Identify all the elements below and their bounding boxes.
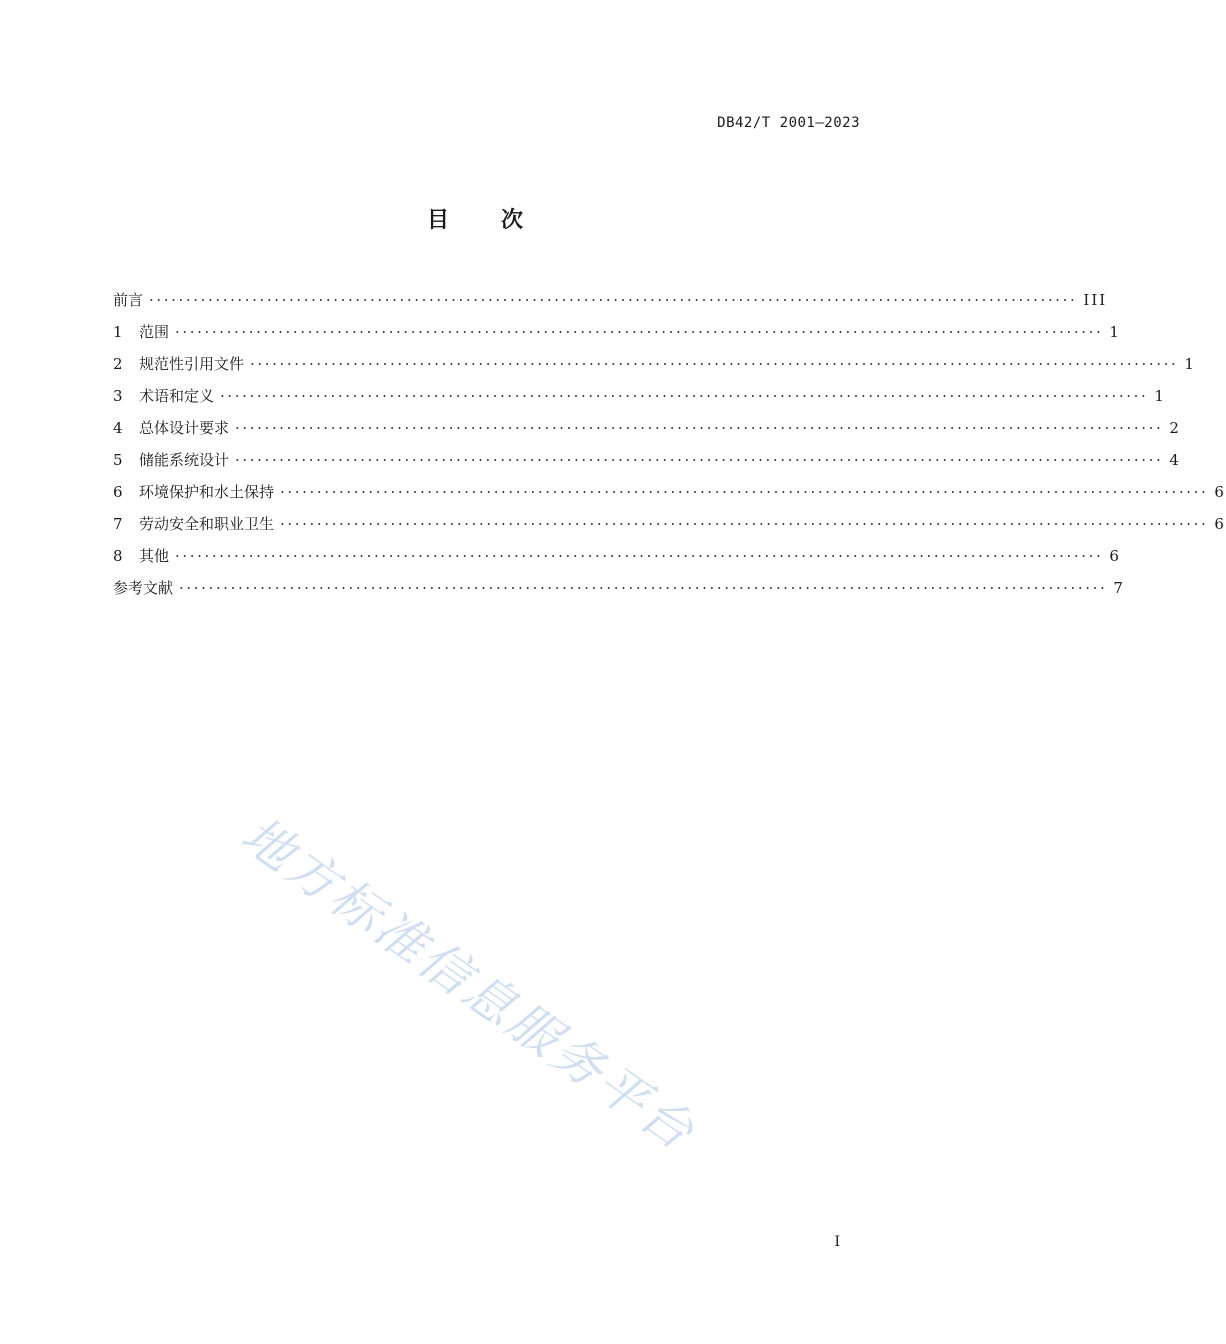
document-code: DB42/T 2001—2023: [717, 115, 860, 131]
toc-item-label: 范围: [139, 323, 170, 341]
toc-item-label: 参考文献: [113, 579, 174, 597]
toc-item-normative-references[interactable]: [113, 348, 1196, 380]
toc-item-label: 前言: [113, 291, 144, 309]
toc-item-page: 6: [1109, 547, 1121, 565]
toc-leader-dots: ······························································································································: [220, 387, 1149, 405]
toc-item-number: 8: [113, 547, 123, 565]
toc-item-number: 7: [113, 515, 123, 533]
toc-item-label: 术语和定义: [139, 387, 215, 405]
toc-item-environment-protection[interactable]: [113, 476, 1226, 508]
toc-item-general-design[interactable]: [113, 412, 1181, 444]
toc-leader-dots: ······························································································································: [149, 291, 1078, 309]
toc-leader-dots: ······························································································································: [235, 419, 1164, 437]
toc-item-page: III: [1083, 291, 1108, 309]
toc-item-page: 2: [1169, 419, 1181, 437]
toc-title-char-1: 目: [426, 208, 449, 233]
toc-item-number: 1: [113, 323, 123, 341]
toc-leader-dots: ······························································································································: [280, 483, 1209, 501]
toc-item-page: 4: [1169, 451, 1181, 469]
toc-item-page: 1: [1184, 355, 1196, 373]
toc-item-terms-definitions[interactable]: [113, 380, 1166, 412]
toc-item-foreword[interactable]: [113, 284, 1108, 316]
toc-leader-dots: ······························································································································: [235, 451, 1164, 469]
toc-item-labor-safety[interactable]: [113, 508, 1226, 540]
toc-item-label: 环境保护和水土保持: [139, 483, 275, 501]
toc-leader-dots: ······························································································································: [175, 323, 1104, 341]
toc-title-char-2: 次: [501, 208, 524, 233]
toc-leader-dots: ······························································································································: [175, 547, 1104, 565]
toc-item-label: 其他: [139, 547, 170, 565]
toc-item-number: 6: [113, 483, 123, 501]
table-of-contents: [113, 284, 1226, 604]
toc-item-label: 储能系统设计: [139, 451, 230, 469]
toc-item-number: 5: [113, 451, 123, 469]
toc-leader-dots: ······························································································································: [179, 579, 1108, 597]
toc-item-other[interactable]: [113, 540, 1121, 572]
toc-item-label: 劳动安全和职业卫生: [139, 515, 275, 533]
watermark: 地方标准信息服务平台: [231, 805, 707, 1163]
toc-item-label: 规范性引用文件: [139, 355, 245, 373]
toc-item-scope[interactable]: [113, 316, 1121, 348]
toc-leader-dots: ······························································································································: [280, 515, 1209, 533]
toc-item-page: 6: [1214, 515, 1226, 533]
page-number: I: [834, 1234, 840, 1250]
toc-leader-dots: ······························································································································: [250, 355, 1179, 373]
toc-item-page: 7: [1113, 579, 1125, 597]
toc-item-number: 2: [113, 355, 123, 373]
toc-item-number: 4: [113, 419, 123, 437]
toc-title: [0, 203, 950, 234]
toc-item-page: 1: [1154, 387, 1166, 405]
toc-item-bibliography[interactable]: [113, 572, 1125, 604]
toc-item-label: 总体设计要求: [139, 419, 230, 437]
toc-item-page: 6: [1214, 483, 1226, 501]
toc-item-page: 1: [1109, 323, 1121, 341]
toc-item-storage-system-design[interactable]: [113, 444, 1181, 476]
toc-item-number: 3: [113, 387, 123, 405]
